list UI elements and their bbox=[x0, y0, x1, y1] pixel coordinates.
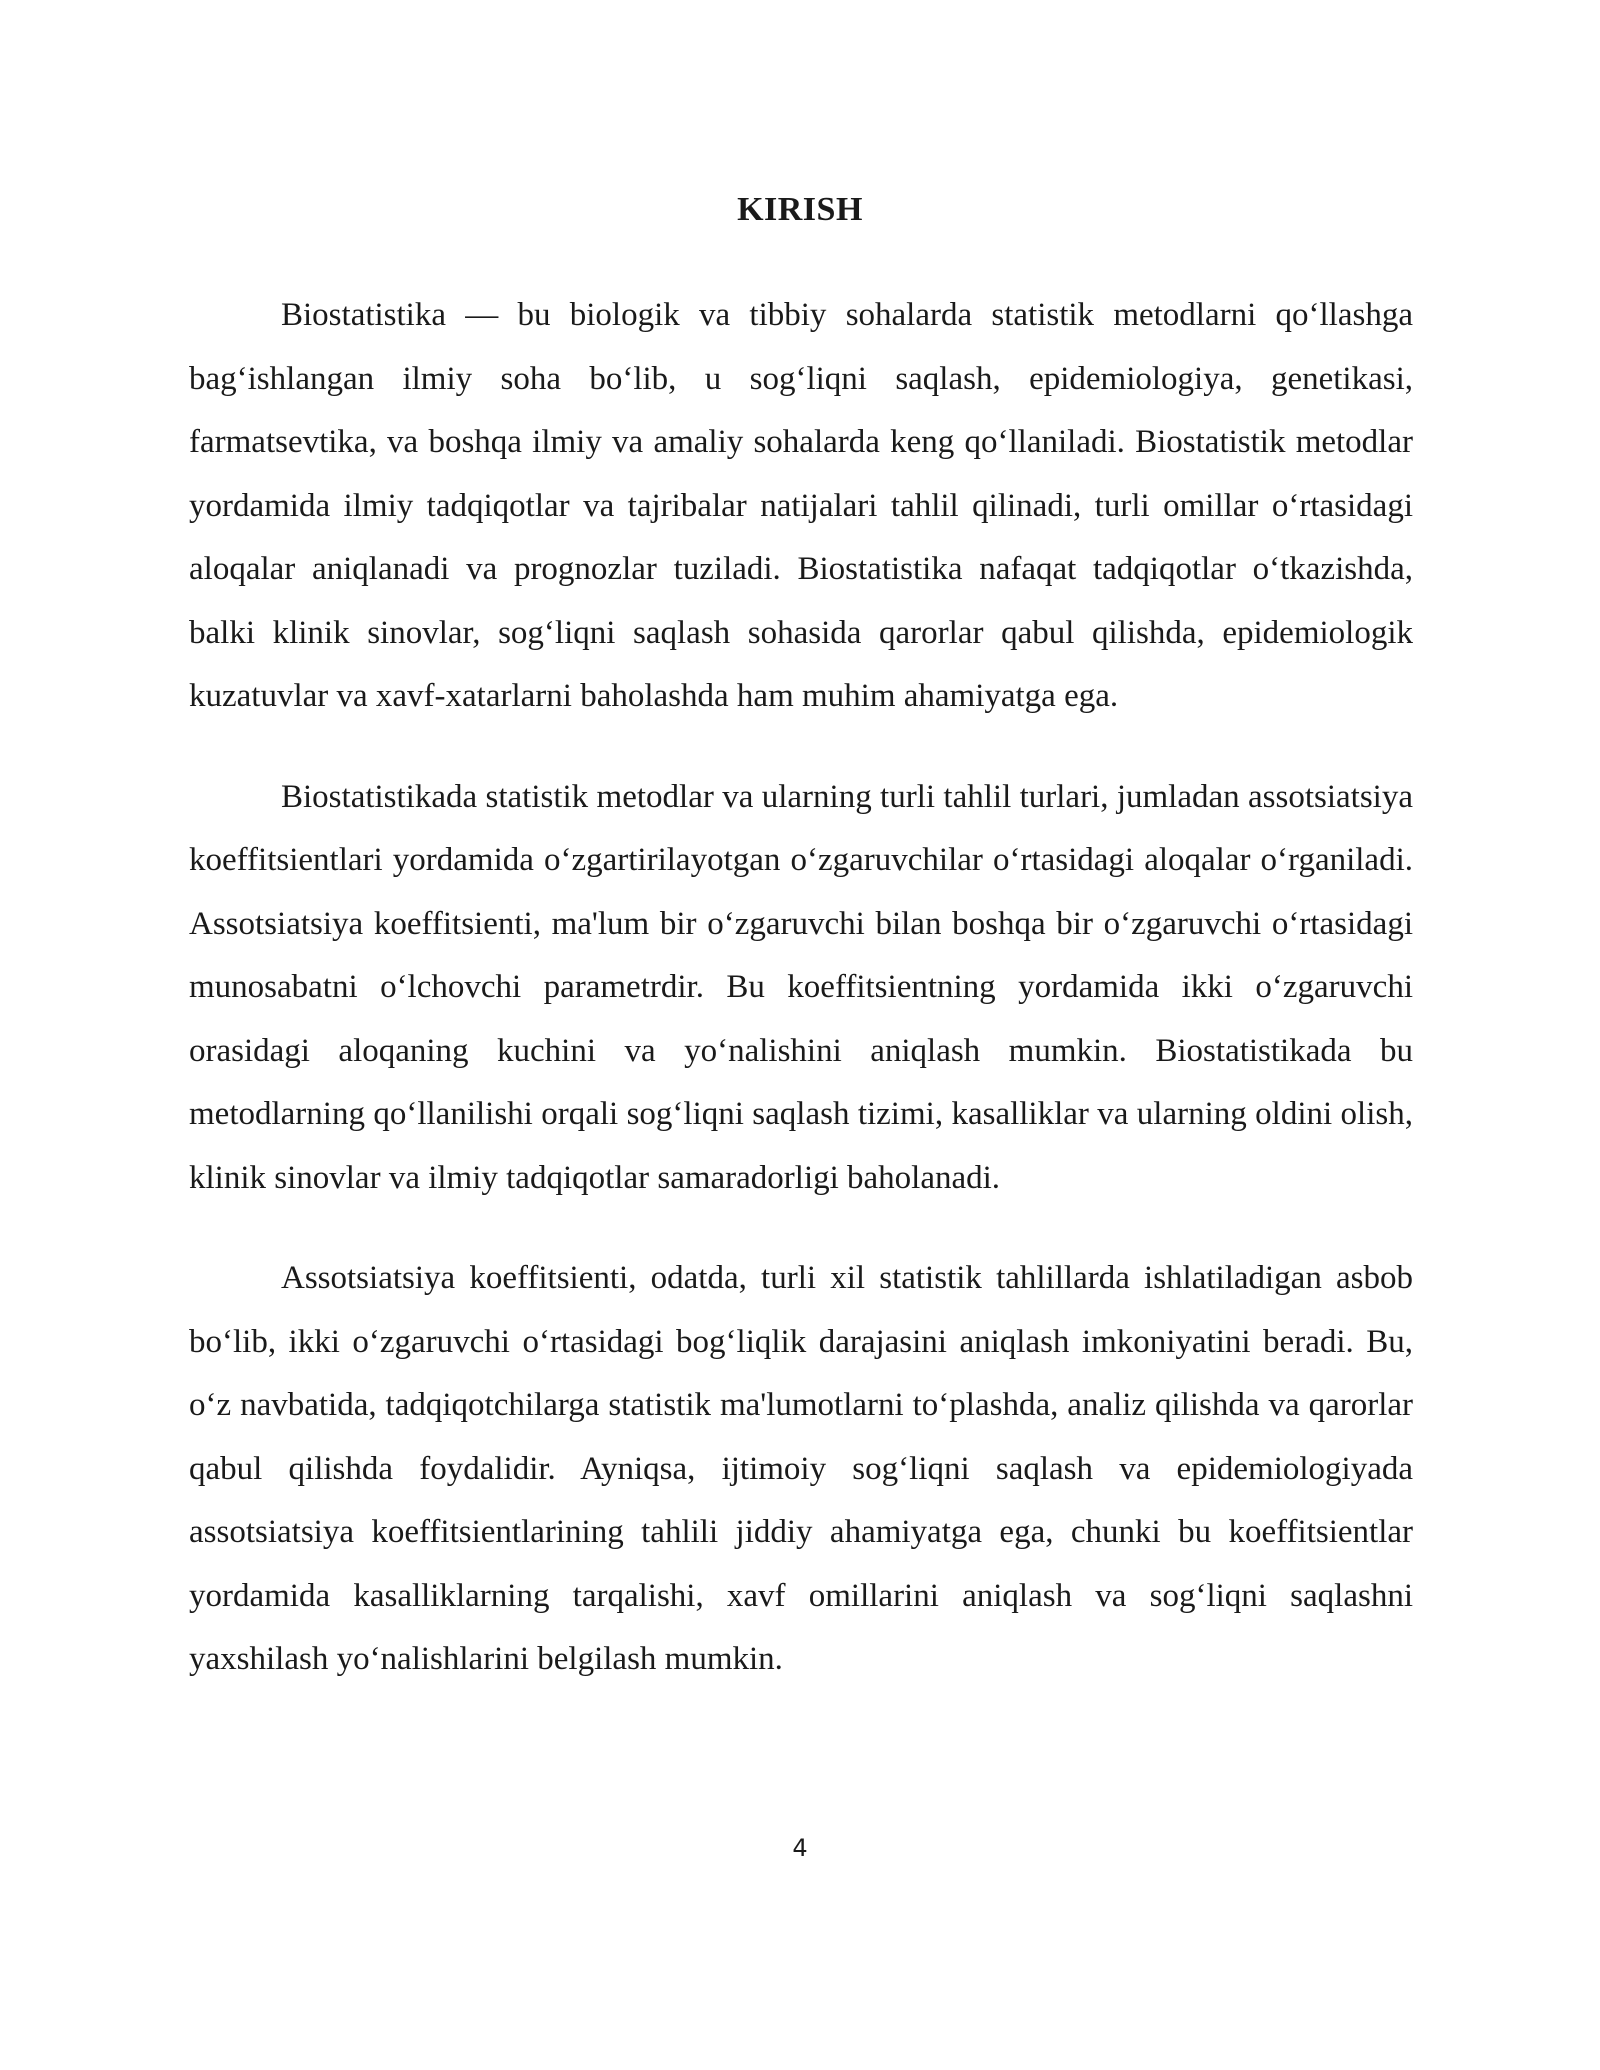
paragraph-3: Assotsiatsiya koeffitsienti, odatda, turli xil statistik tahlillarda ishlatiladigan asbob bo‘lib, ikki o‘zgaruvchi o‘rtasidagi bog‘liqlik darajasini aniqlash imkoniyatini beradi. Bu, o‘z navbatida, tadqiqotchilarga statistik ma'lumotlarni to‘plashda, analiz qilishda va qarorlar qabul qilishda foydalidir. Ayniqsa, ijtimoiy sog‘liqni saqlash va epidemiologiyada assotsiatsiya koeffitsientlarining tahlili jiddiy ahamiyatga ega, chunki bu koeffitsientlar yordamida kasalliklarning tarqalishi, xavf omillarini aniqlash va sog‘liqni saqlashni yaxshilash yo‘nalishlarini belgilash mumkin. bbox=[189, 1260, 1413, 1677]
page-number: 4 bbox=[792, 1834, 808, 1862]
page-title: KIRISH bbox=[737, 191, 863, 228]
paragraph-1: Biostatistika — bu biologik va tibbiy sohalarda statistik metodlarni qo‘llashga bag‘ishlangan ilmiy soha bo‘lib, u sog‘liqni saqlash, epidemiologiya, genetikasi, farmatsevtika, va boshqa ilmiy va amaliy sohalarda keng qo‘llaniladi. Biostatistik metodlar yordamida ilmiy tadqiqotlar va tajribalar natijalari tahlil qilinadi, turli omillar o‘rtasidagi aloqalar aniqlanadi va prognozlar tuziladi. Biostatistika nafaqat tadqiqotlar o‘tkazishda, balki klinik sinovlar, sog‘liqni saqlash sohasida qarorlar qabul qilishda, epidemiologik kuzatuvlar va xavf-xatarlarni baholashda ham muhim ahamiyatga ega. bbox=[189, 297, 1413, 714]
document-body bbox=[189, 284, 1413, 1692]
paragraph-2: Biostatistikada statistik metodlar va ularning turli tahlil turlari, jumladan assotsiatsiya koeffitsientlari yordamida o‘zgartirilayotgan o‘zgaruvchilar o‘rtasidagi aloqalar o‘rganiladi. Assotsiatsiya koeffitsienti, ma'lum bir o‘zgaruvchi bilan boshqa bir o‘zgaruvchi o‘rtasidagi munosabatni o‘lchovchi parametrdir. Bu koeffitsientning yordamida ikki o‘zgaruvchi orasidagi aloqaning kuchini va yo‘nalishini aniqlash mumkin. Biostatistikada bu metodlarning qo‘llanilishi orqali sog‘liqni saqlash tizimi, kasalliklar va ularning oldini olish, klinik sinovlar va ilmiy tadqiqotlar samaradorligi baholanadi. bbox=[189, 778, 1413, 1196]
